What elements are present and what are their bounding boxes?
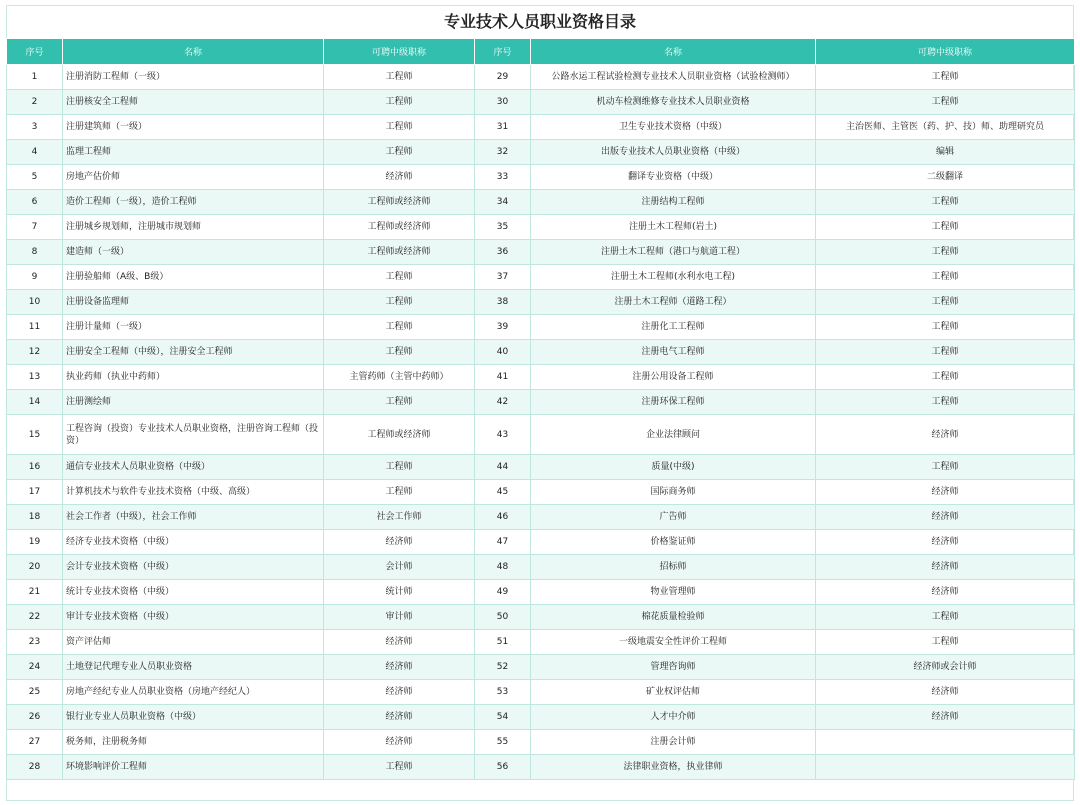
table-header-row [7, 39, 1075, 65]
table-row [7, 605, 1075, 630]
page-title: 专业技术人员职业资格目录 [443, 12, 636, 31]
qualification-name-left: 资产评估师 [63, 630, 324, 655]
table-row [7, 115, 1075, 140]
qualification-name-right: 质量(中级) [531, 455, 816, 480]
eligible-title-left: 工程师 [324, 90, 475, 115]
table-row [7, 165, 1075, 190]
eligible-title-right: 主治医师、主管医（药、护、技）师、助理研究员 [816, 115, 1075, 140]
table-row [7, 480, 1075, 505]
qualification-name-left: 注册验船师（A级、B级） [63, 265, 324, 290]
eligible-title-right: 经济师 [816, 680, 1075, 705]
table-row [7, 555, 1075, 580]
table-row [7, 755, 1075, 780]
row-number-left: 18 [7, 505, 63, 530]
row-number-right: 36 [475, 240, 531, 265]
qualification-name-right: 矿业权评估师 [531, 680, 816, 705]
row-number-left: 24 [7, 655, 63, 680]
row-number-left: 7 [7, 215, 63, 240]
eligible-title-right: 工程师 [816, 215, 1075, 240]
row-number-right: 47 [475, 530, 531, 555]
row-number-right: 40 [475, 340, 531, 365]
qualification-name-right: 机动车检测维修专业技术人员职业资格 [531, 90, 816, 115]
table-row [7, 215, 1075, 240]
eligible-title-right: 工程师 [816, 290, 1075, 315]
row-number-right: 45 [475, 480, 531, 505]
row-number-left: 9 [7, 265, 63, 290]
row-number-right: 46 [475, 505, 531, 530]
row-number-left: 1 [7, 65, 63, 90]
qualification-name-right: 法律职业资格，执业律师 [531, 755, 816, 780]
qualification-name-right: 广告师 [531, 505, 816, 530]
eligible-title-left: 工程师或经济师 [324, 240, 475, 265]
table-row [7, 530, 1075, 555]
row-number-right: 43 [475, 415, 531, 455]
eligible-title-left: 工程师 [324, 265, 475, 290]
row-number-right: 30 [475, 90, 531, 115]
qualification-name-left: 经济专业技术资格（中级） [63, 530, 324, 555]
qualification-name-left: 工程咨询（投资）专业技术人员职业资格，注册咨询工程师（投资） [63, 415, 324, 455]
qualification-name-right: 企业法律顾问 [531, 415, 816, 455]
eligible-title-left: 工程师或经济师 [324, 415, 475, 455]
header-name-left: 名称 [63, 39, 324, 65]
eligible-title-left: 工程师 [324, 390, 475, 415]
eligible-title-right: 工程师 [816, 455, 1075, 480]
eligible-title-left: 工程师 [324, 455, 475, 480]
table-row [7, 580, 1075, 605]
qualification-name-left: 银行业专业人员职业资格（中级） [63, 705, 324, 730]
row-number-left: 12 [7, 340, 63, 365]
row-number-left: 4 [7, 140, 63, 165]
header-title-left: 可聘中级职称 [324, 39, 475, 65]
table-row [7, 415, 1075, 455]
eligible-title-right: 经济师 [816, 415, 1075, 455]
eligible-title-right: 经济师或会计师 [816, 655, 1075, 680]
eligible-title-right: 工程师 [816, 605, 1075, 630]
qualification-name-left: 税务师，注册税务师 [63, 730, 324, 755]
row-number-right: 29 [475, 65, 531, 90]
eligible-title-right: 工程师 [816, 390, 1075, 415]
row-number-right: 32 [475, 140, 531, 165]
row-number-left: 13 [7, 365, 63, 390]
row-number-right: 42 [475, 390, 531, 415]
row-number-right: 55 [475, 730, 531, 755]
qualification-name-left: 注册消防工程师（一级） [63, 65, 324, 90]
qualification-name-right: 管理咨询师 [531, 655, 816, 680]
eligible-title-left: 工程师 [324, 65, 475, 90]
qualification-name-right: 注册公用设备工程师 [531, 365, 816, 390]
qualification-name-left: 注册核安全工程师 [63, 90, 324, 115]
row-number-left: 22 [7, 605, 63, 630]
eligible-title-right: 工程师 [816, 190, 1075, 215]
qualification-name-right: 一级地震安全性评价工程师 [531, 630, 816, 655]
eligible-title-left: 工程师 [324, 115, 475, 140]
eligible-title-left: 会计师 [324, 555, 475, 580]
row-number-right: 53 [475, 680, 531, 705]
row-number-left: 19 [7, 530, 63, 555]
eligible-title-left: 工程师 [324, 340, 475, 365]
eligible-title-left: 工程师 [324, 290, 475, 315]
header-name-right: 名称 [531, 39, 816, 65]
row-number-left: 11 [7, 315, 63, 340]
row-number-left: 23 [7, 630, 63, 655]
qualification-name-left: 计算机技术与软件专业技术资格（中级、高级） [63, 480, 324, 505]
eligible-title-left: 经济师 [324, 530, 475, 555]
qualification-name-left: 注册测绘师 [63, 390, 324, 415]
row-number-right: 56 [475, 755, 531, 780]
qualification-name-right: 注册会计师 [531, 730, 816, 755]
table-row [7, 340, 1075, 365]
row-number-right: 44 [475, 455, 531, 480]
row-number-right: 51 [475, 630, 531, 655]
qualification-name-left: 环境影响评价工程师 [63, 755, 324, 780]
eligible-title-left: 审计师 [324, 605, 475, 630]
table-row [7, 630, 1075, 655]
qualification-name-left: 注册计量师（一级） [63, 315, 324, 340]
eligible-title-left: 经济师 [324, 630, 475, 655]
eligible-title-left: 主管药师（主管中药师） [324, 365, 475, 390]
qualification-name-left: 建造师（一级） [63, 240, 324, 265]
qualification-name-right: 注册化工工程师 [531, 315, 816, 340]
row-number-right: 54 [475, 705, 531, 730]
table-row [7, 680, 1075, 705]
row-number-left: 6 [7, 190, 63, 215]
qualification-name-right: 注册环保工程师 [531, 390, 816, 415]
header-no-right: 序号 [475, 39, 531, 65]
row-number-left: 14 [7, 390, 63, 415]
eligible-title-right: 工程师 [816, 65, 1075, 90]
qualification-name-right: 注册电气工程师 [531, 340, 816, 365]
row-number-left: 28 [7, 755, 63, 780]
table-body [7, 65, 1075, 780]
table-row [7, 390, 1075, 415]
eligible-title-left: 经济师 [324, 680, 475, 705]
qualification-name-left: 注册设备监理师 [63, 290, 324, 315]
qualification-name-left: 社会工作者（中级），社会工作师 [63, 505, 324, 530]
eligible-title-left: 统计师 [324, 580, 475, 605]
table-row [7, 730, 1075, 755]
table-row [7, 190, 1075, 215]
qualification-name-right: 注册结构工程师 [531, 190, 816, 215]
eligible-title-right: 经济师 [816, 530, 1075, 555]
eligible-title-right: 经济师 [816, 580, 1075, 605]
table-row [7, 655, 1075, 680]
qualification-name-right: 注册土木工程师(水利水电工程) [531, 265, 816, 290]
eligible-title-left: 工程师或经济师 [324, 190, 475, 215]
table-row [7, 65, 1075, 90]
eligible-title-right: 工程师 [816, 90, 1075, 115]
eligible-title-right: 二级翻译 [816, 165, 1075, 190]
row-number-right: 33 [475, 165, 531, 190]
eligible-title-right [816, 730, 1075, 755]
eligible-title-right: 工程师 [816, 265, 1075, 290]
table-row [7, 140, 1075, 165]
qualification-name-right: 招标师 [531, 555, 816, 580]
row-number-left: 16 [7, 455, 63, 480]
row-number-right: 31 [475, 115, 531, 140]
qualification-name-left: 执业药师（执业中药师） [63, 365, 324, 390]
eligible-title-left: 经济师 [324, 165, 475, 190]
row-number-right: 35 [475, 215, 531, 240]
row-number-left: 20 [7, 555, 63, 580]
row-number-right: 50 [475, 605, 531, 630]
qualification-name-left: 房地产估价师 [63, 165, 324, 190]
eligible-title-left: 经济师 [324, 705, 475, 730]
row-number-right: 39 [475, 315, 531, 340]
row-number-left: 27 [7, 730, 63, 755]
qualification-name-right: 注册土木工程师（港口与航道工程） [531, 240, 816, 265]
eligible-title-right: 经济师 [816, 555, 1075, 580]
row-number-right: 52 [475, 655, 531, 680]
qualification-table [6, 38, 1075, 780]
qualification-name-right: 卫生专业技术资格（中级） [531, 115, 816, 140]
row-number-left: 26 [7, 705, 63, 730]
eligible-title-left: 工程师或经济师 [324, 215, 475, 240]
qualification-name-right: 人才中介师 [531, 705, 816, 730]
eligible-title-right: 工程师 [816, 340, 1075, 365]
row-number-left: 15 [7, 415, 63, 455]
qualification-name-right: 国际商务师 [531, 480, 816, 505]
qualification-name-left: 注册建筑师（一级） [63, 115, 324, 140]
eligible-title-right: 工程师 [816, 365, 1075, 390]
qualification-name-right: 公路水运工程试验检测专业技术人员职业资格（试验检测师） [531, 65, 816, 90]
table-row [7, 455, 1075, 480]
table-row [7, 365, 1075, 390]
row-number-right: 38 [475, 290, 531, 315]
row-number-right: 34 [475, 190, 531, 215]
qualification-name-left: 注册安全工程师（中级），注册安全工程师 [63, 340, 324, 365]
table-row [7, 705, 1075, 730]
table-row [7, 290, 1075, 315]
qualification-name-left: 监理工程师 [63, 140, 324, 165]
row-number-left: 8 [7, 240, 63, 265]
qualification-name-left: 会计专业技术资格（中级） [63, 555, 324, 580]
eligible-title-right: 编辑 [816, 140, 1075, 165]
qualification-name-left: 房地产经纪专业人员职业资格（房地产经纪人） [63, 680, 324, 705]
row-number-right: 41 [475, 365, 531, 390]
eligible-title-left: 经济师 [324, 730, 475, 755]
header-title-right: 可聘中级职称 [816, 39, 1075, 65]
eligible-title-right: 经济师 [816, 505, 1075, 530]
qualification-name-left: 通信专业技术人员职业资格（中级） [63, 455, 324, 480]
eligible-title-left: 工程师 [324, 140, 475, 165]
qualification-name-right: 出版专业技术人员职业资格（中级） [531, 140, 816, 165]
eligible-title-left: 工程师 [324, 755, 475, 780]
eligible-title-left: 社会工作师 [324, 505, 475, 530]
row-number-left: 21 [7, 580, 63, 605]
eligible-title-right: 经济师 [816, 480, 1075, 505]
table-row [7, 505, 1075, 530]
qualification-name-left: 土地登记代理专业人员职业资格 [63, 655, 324, 680]
qualification-name-right: 物业管理师 [531, 580, 816, 605]
table-row [7, 90, 1075, 115]
eligible-title-right: 工程师 [816, 240, 1075, 265]
row-number-left: 17 [7, 480, 63, 505]
qualification-name-right: 价格鉴证师 [531, 530, 816, 555]
eligible-title-left: 工程师 [324, 480, 475, 505]
table-row [7, 240, 1075, 265]
qualification-name-left: 造价工程师（一级），造价工程师 [63, 190, 324, 215]
row-number-left: 25 [7, 680, 63, 705]
qualification-name-left: 统计专业技术资格（中级） [63, 580, 324, 605]
row-number-right: 37 [475, 265, 531, 290]
row-number-left: 2 [7, 90, 63, 115]
qualification-name-right: 翻译专业资格（中级） [531, 165, 816, 190]
row-number-right: 49 [475, 580, 531, 605]
qualification-catalog-sheet [6, 5, 1074, 801]
table-row [7, 315, 1075, 340]
eligible-title-left: 工程师 [324, 315, 475, 340]
qualification-name-left: 审计专业技术资格（中级） [63, 605, 324, 630]
qualification-name-right: 注册土木工程师（道路工程） [531, 290, 816, 315]
qualification-name-left: 注册城乡规划师，注册城市规划师 [63, 215, 324, 240]
eligible-title-right: 经济师 [816, 705, 1075, 730]
row-number-left: 3 [7, 115, 63, 140]
eligible-title-right: 工程师 [816, 315, 1075, 340]
table-row [7, 265, 1075, 290]
row-number-right: 48 [475, 555, 531, 580]
qualification-name-right: 棉花质量检验师 [531, 605, 816, 630]
header-no-left: 序号 [7, 39, 63, 65]
eligible-title-right [816, 755, 1075, 780]
eligible-title-left: 经济师 [324, 655, 475, 680]
row-number-left: 5 [7, 165, 63, 190]
qualification-name-right: 注册土木工程师(岩土) [531, 215, 816, 240]
eligible-title-right: 工程师 [816, 630, 1075, 655]
row-number-left: 10 [7, 290, 63, 315]
